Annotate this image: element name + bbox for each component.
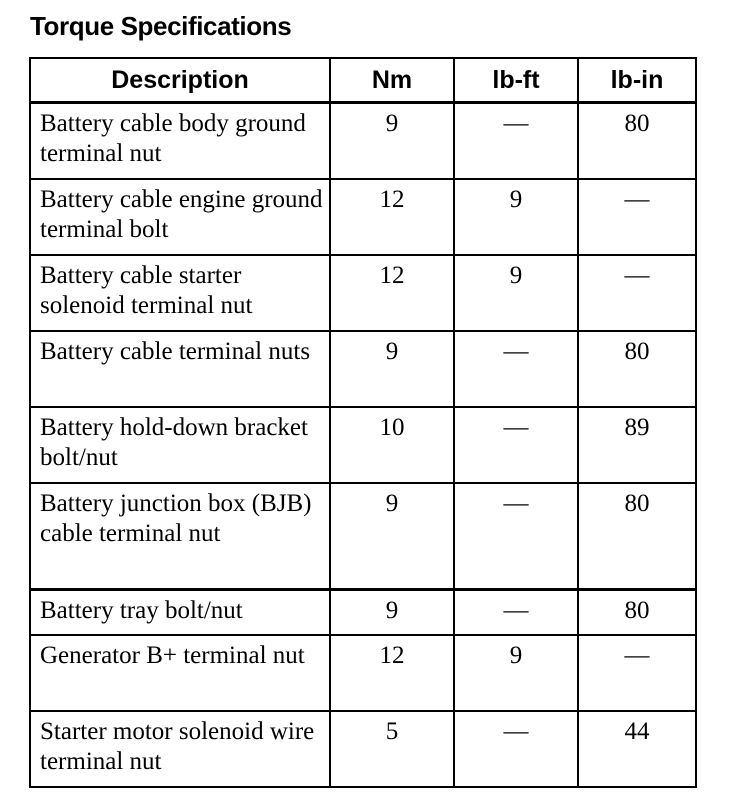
lb-ft-cell: — <box>454 407 578 483</box>
header-nm: Nm <box>330 58 454 103</box>
description-cell: Starter motor solenoid wire terminal nut <box>30 711 330 787</box>
table-row <box>30 331 696 407</box>
header-lb-ft: lb-ft <box>454 58 578 103</box>
description-cell: Battery tray bolt/nut <box>30 590 330 636</box>
table-row <box>30 255 696 331</box>
page-title: Torque Specifications <box>30 11 292 41</box>
lb-in-cell: 89 <box>578 407 696 483</box>
lb-in-cell: — <box>578 635 696 711</box>
header-description: Description <box>30 58 330 103</box>
description-cell: Battery junction box (BJB) cable terminal nut <box>30 483 330 590</box>
table-row <box>30 179 696 255</box>
lb-ft-cell: 9 <box>454 635 578 711</box>
lb-ft-cell: 9 <box>454 255 578 331</box>
table-row <box>30 590 696 636</box>
description-cell: Battery cable terminal nuts <box>30 331 330 407</box>
nm-cell: 9 <box>330 590 454 636</box>
lb-ft-cell: — <box>454 711 578 787</box>
lb-in-cell: 44 <box>578 711 696 787</box>
lb-ft-cell: — <box>454 483 578 590</box>
lb-in-cell: — <box>578 179 696 255</box>
nm-cell: 12 <box>330 255 454 331</box>
description-cell: Battery cable starter solenoid terminal nut <box>30 255 330 331</box>
description-cell: Battery hold-down bracket bolt/nut <box>30 407 330 483</box>
nm-cell: 9 <box>330 483 454 590</box>
nm-cell: 9 <box>330 331 454 407</box>
table-row <box>30 711 696 787</box>
lb-in-cell: 80 <box>578 483 696 590</box>
table-row <box>30 483 696 590</box>
description-cell: Generator B+ terminal nut <box>30 635 330 711</box>
lb-ft-cell: — <box>454 331 578 407</box>
lb-in-cell: 80 <box>578 103 696 180</box>
nm-cell: 5 <box>330 711 454 787</box>
lb-ft-cell: — <box>454 103 578 180</box>
lb-in-cell: — <box>578 255 696 331</box>
nm-cell: 10 <box>330 407 454 483</box>
nm-cell: 9 <box>330 103 454 180</box>
nm-cell: 12 <box>330 635 454 711</box>
lb-in-cell: 80 <box>578 331 696 407</box>
table-row <box>30 407 696 483</box>
lb-ft-cell: — <box>454 590 578 636</box>
description-cell: Battery cable engine ground terminal bolt <box>30 179 330 255</box>
description-cell: Battery cable body ground terminal nut <box>30 103 330 180</box>
header-lb-in: lb-in <box>578 58 696 103</box>
lb-in-cell: 80 <box>578 590 696 636</box>
table-header-row <box>30 58 696 103</box>
lb-ft-cell: 9 <box>454 179 578 255</box>
torque-spec-table <box>29 57 697 788</box>
table-row <box>30 635 696 711</box>
table-row <box>30 103 696 180</box>
nm-cell: 12 <box>330 179 454 255</box>
